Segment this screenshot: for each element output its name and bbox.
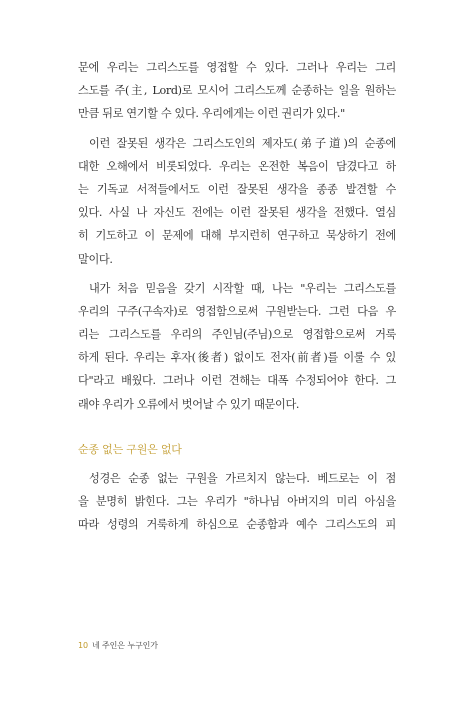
book-page-body — [78, 56, 396, 536]
text-line: 히 기도하고 이 문제에 대해 부지런히 연구하고 묵상하기 전에 — [78, 229, 396, 243]
text-line: 다"라고 배웠다. 그러나 이런 견해는 대폭 수정되어야 한다. 그 — [78, 374, 396, 388]
section-heading: 순종 없는 구원은 없다 — [78, 442, 182, 456]
text-line: 만큼 뒤로 연기할 수 있다. 우리에게는 이런 권리가 있다." — [78, 107, 345, 121]
paragraph-2 — [78, 132, 396, 271]
page-footer — [78, 640, 158, 651]
text-line: 우리의 구주(구속자)로 영접함으로써 구원받는다. 그런 다음 우 — [78, 304, 396, 318]
page-number: 10 — [78, 641, 88, 650]
paragraph-3 — [78, 277, 396, 416]
text-line: 하게 된다. 우리는 후자(後者) 없이도 전자(前者)를 이룰 수 있 — [78, 351, 396, 365]
text-line: 있다. 사실 나 자신도 전에는 이런 잘못된 생각을 전했다. 열심 — [78, 206, 396, 220]
text-line: 래야 우리가 오류에서 벗어날 수 있기 때문이다. — [78, 397, 300, 411]
text-line: 따라 성령의 거룩하게 하심으로 순종함과 예수 그리스도의 피 — [78, 518, 396, 532]
paragraph-4 — [78, 467, 396, 537]
text-line: 스도를 주(主, Lord)로 모시어 그리스도께 순종하는 일을 원하는 — [78, 84, 396, 98]
text-line: 문에 우리는 그리스도를 영접할 수 있다. 그러나 우리는 그리 — [78, 61, 396, 74]
text-line: 리는 그리스도를 우리의 주인님(주님)으로 영접함으로써 거룩 — [78, 328, 396, 342]
text-line: 이런 잘못된 생각은 그리스도인의 제자도(弟子道)의 순종에 — [89, 136, 396, 150]
text-line: 을 분명히 밝힌다. 그는 우리가 "하나님 아버지의 미리 아심을 — [78, 495, 396, 508]
running-book-title: 네 주인은 누구인가 — [91, 641, 158, 650]
text-line: 성경은 순종 없는 구원을 가르치지 않는다. 베드로는 이 점 — [89, 471, 396, 485]
text-line: 는 기독교 서적들에서도 이런 잘못된 생각을 종종 발견할 수 — [78, 182, 396, 196]
text-line: 대한 오해에서 비롯되었다. 우리는 온전한 복음이 담겼다고 하 — [78, 159, 396, 173]
paragraph-1 — [78, 56, 396, 126]
text-line: 내가 처음 믿음을 갖기 시작할 때, 나는 "우리는 그리스도를 — [89, 281, 396, 295]
text-line: 말이다. — [78, 252, 113, 266]
